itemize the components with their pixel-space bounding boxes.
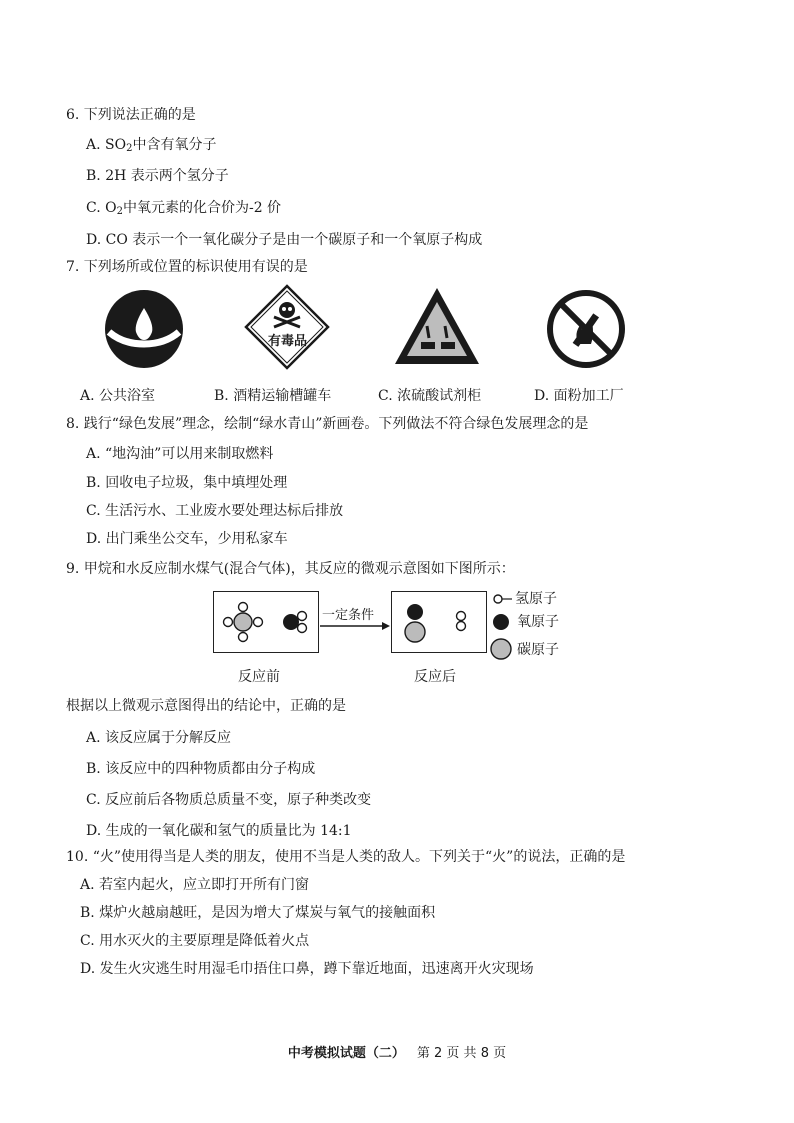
q6-c-pre: C. O [86,200,117,216]
q10-option-b: B. 煤炉火越扇越旺，是因为增大了煤炭与氧气的接触面积 [80,905,436,921]
q7-option-d: D. 面粉加工厂 [534,388,624,404]
q7-option-c: C. 浓硫酸试剂柜 [378,388,482,404]
co-h2-molecules-icon [392,592,486,652]
q10-option-c: C. 用水灭火的主要原理是降低着火点 [80,933,310,949]
bath-sign-icon [103,288,185,370]
atom-legend-icons [490,592,514,662]
methane-water-molecules-icon [214,592,318,652]
q7-stem: 7. 下列场所或位置的标识使用有误的是 [66,259,308,275]
q6-stem: 6. 下列说法正确的是 [66,107,196,123]
after-reaction-box [391,591,487,653]
toxic-sign-icon [244,284,330,370]
no-fire-sign-icon [545,288,627,370]
q10-option-d: D. 发生火灾逃生时用湿毛巾捂住口鼻，蹲下靠近地面，迅速离开火灾现场 [80,961,534,977]
reaction-condition-label: 一定条件 [322,608,375,623]
q6-c-sub: 2 [116,206,123,217]
q6-a-post: 中含有氧分子 [132,137,217,153]
page-footer [0,1042,794,1061]
q9-stem: 9. 甲烷和水反应制水煤气(混合气体)，其反应的微观示意图如下图所示： [66,561,515,577]
q6-option-b: B. 2H 表示两个氢分子 [86,168,229,184]
q6-c-post: 中氧元素的化合价为-2 价 [122,200,282,216]
q8-stem: 8. 践行“绿色发展”理念，绘制“绿水青山”新画卷。下列做法不符合绿色发展理念的是 [66,416,589,432]
q10-option-a: A. 若室内起火，应立即打开所有门窗 [80,877,310,893]
q10-stem: 10. “火”使用得当是人类的朋友，使用不当是人类的敌人。下列关于“火”的说法，正确的是 [66,849,626,865]
after-reaction-label: 反应后 [414,669,456,685]
q9-option-c: C. 反应前后各物质总质量不变，原子种类改变 [86,792,372,808]
q9-option-d: D. 生成的一氧化碳和氢气的质量比为 14:1 [86,823,352,839]
q8-option-b: B. 回收电子垃圾，集中填埋处理 [86,475,288,491]
q8-option-c: C. 生活污水、工业废水要处理达标后排放 [86,503,344,519]
q6-a-sub: 2 [126,143,133,154]
q6-option-d: D. CO 表示一个一氧化碳分子是由一个碳原子和一个氧原子构成 [86,232,483,248]
toxic-sign-text: 有毒品 [268,334,308,349]
q8-option-a: A. “地沟油”可以用来制取燃料 [86,446,274,462]
q8-option-d: D. 出门乘坐公交车，少用私家车 [86,531,288,547]
q9-option-a: A. 该反应属于分解反应 [86,730,232,746]
legend-hydrogen: 氢原子 [515,591,557,607]
before-reaction-box [213,591,319,653]
q7-option-a: A. 公共浴室 [80,388,156,404]
corrosive-sign-icon [393,286,481,366]
q9-option-b: B. 该反应中的四种物质都由分子构成 [86,761,316,777]
q6-option-a [86,136,216,154]
q6-option-c [86,199,281,217]
footer-title: 中考模拟试题（二） [287,1046,405,1061]
q7-option-b: B. 酒精运输槽罐车 [214,388,332,404]
q6-a-pre: A. SO [86,137,127,153]
footer-page-number: 第 2 页 共 8 页 [416,1046,507,1061]
q9-conclusion: 根据以上微观示意图得出的结论中，正确的是 [66,698,346,714]
legend-oxygen: 氧原子 [517,614,559,630]
before-reaction-label: 反应前 [238,669,280,685]
legend-carbon: 碳原子 [517,642,559,658]
